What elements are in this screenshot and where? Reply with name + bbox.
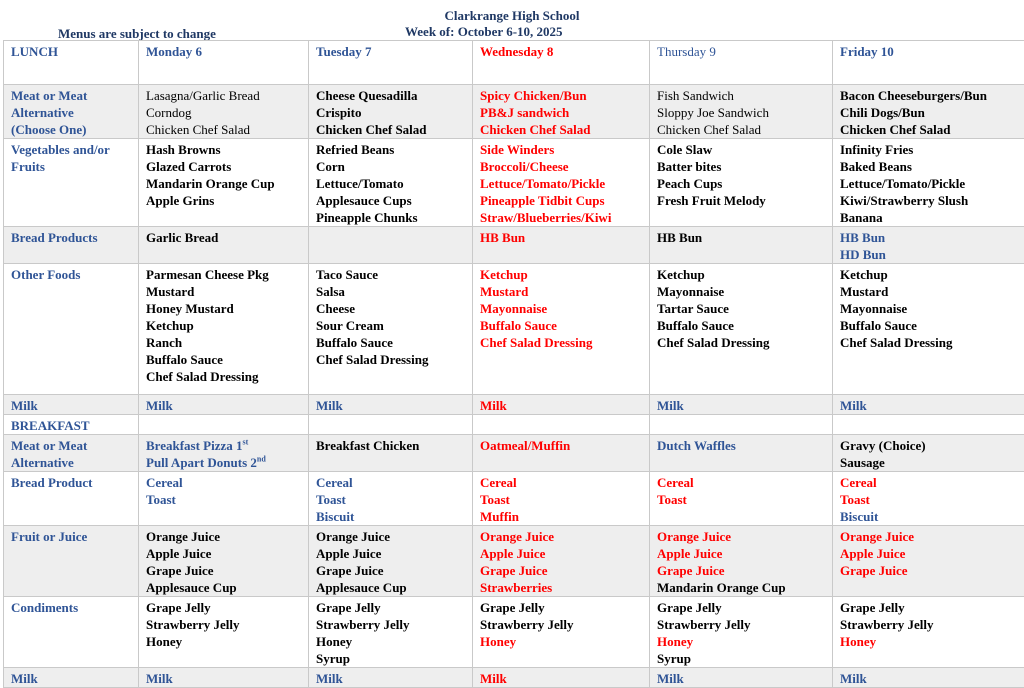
menu-line: Orange Juice bbox=[657, 528, 825, 545]
cell-mon: Milk bbox=[139, 395, 309, 415]
cell-thu bbox=[650, 139, 833, 227]
col-wednesday: Wednesday 8 bbox=[473, 41, 650, 85]
menu-line: Chicken Chef Salad bbox=[146, 121, 301, 138]
menu-line: Cheese Quesadilla bbox=[316, 87, 465, 104]
cell-mon bbox=[139, 227, 309, 264]
cell-wed bbox=[473, 526, 650, 597]
cell-fri: Milk bbox=[833, 395, 1024, 415]
menu-line: Peach Cups bbox=[657, 175, 825, 192]
cell-fri bbox=[833, 435, 1024, 472]
lunch-veg-row bbox=[4, 139, 1024, 227]
menu-line: Strawberry Jelly bbox=[480, 616, 642, 633]
menu-line: Apple Juice bbox=[316, 545, 465, 562]
cell-fri bbox=[833, 472, 1024, 526]
menu-line: Mayonnaise bbox=[657, 283, 825, 300]
menu-line: Apple Grins bbox=[146, 192, 301, 209]
menu-line: Refried Beans bbox=[316, 141, 465, 158]
menu-line: Pineapple Chunks bbox=[316, 209, 465, 226]
menu-line: Applesauce Cups bbox=[316, 192, 465, 209]
menu-line: Muffin bbox=[480, 508, 642, 525]
menu-line: Corn bbox=[316, 158, 465, 175]
menu-line: Alternative bbox=[11, 454, 131, 471]
menu-line: Chef Salad Dressing bbox=[480, 334, 642, 351]
menu-line: Buffalo Sauce bbox=[146, 351, 301, 368]
menu-line: Lasagna/Garlic Bread bbox=[146, 87, 301, 104]
cell-mon bbox=[139, 472, 309, 526]
col-friday: Friday 10 bbox=[833, 41, 1024, 85]
cell-mon bbox=[139, 435, 309, 472]
menu-line: Side Winders bbox=[480, 141, 642, 158]
menu-line: Toast bbox=[657, 491, 825, 508]
menu-line: Meat or Meat bbox=[11, 87, 131, 104]
menu-line: Pineapple Tidbit Cups bbox=[480, 192, 642, 209]
menu-line: Strawberry Jelly bbox=[146, 616, 301, 633]
menu-line: Oatmeal/Muffin bbox=[480, 437, 642, 454]
menu-line: Buffalo Sauce bbox=[316, 334, 465, 351]
menu-line: Ketchup bbox=[480, 266, 642, 283]
menu-line: Cereal bbox=[316, 474, 465, 491]
cell-wed bbox=[473, 227, 650, 264]
menu-line: Tartar Sauce bbox=[657, 300, 825, 317]
breakfast-header-row bbox=[4, 415, 1024, 435]
menu-line: Chef Salad Dressing bbox=[316, 351, 465, 368]
menu-line: Mustard bbox=[480, 283, 642, 300]
menu-line: Ketchup bbox=[840, 266, 1017, 283]
cell-fri bbox=[833, 227, 1024, 264]
cell-fri bbox=[833, 526, 1024, 597]
menu-line: Chicken Chef Salad bbox=[480, 121, 642, 138]
menu-line: Orange Juice bbox=[316, 528, 465, 545]
cell-thu bbox=[650, 85, 833, 139]
menu-line: Apple Juice bbox=[840, 545, 1017, 562]
menu-line: HB Bun bbox=[657, 229, 825, 246]
cell-tue bbox=[309, 435, 473, 472]
menu-line: Grape Jelly bbox=[657, 599, 825, 616]
cell-thu bbox=[650, 264, 833, 395]
cell-fri bbox=[833, 597, 1024, 668]
menu-line: Taco Sauce bbox=[316, 266, 465, 283]
menu-line: Apple Juice bbox=[480, 545, 642, 562]
row-label bbox=[4, 85, 139, 139]
menu-line: Honey bbox=[316, 633, 465, 650]
cell-thu: Milk bbox=[650, 395, 833, 415]
lunch-bread-row bbox=[4, 227, 1024, 264]
menu-line: Orange Juice bbox=[840, 528, 1017, 545]
cell-thu bbox=[650, 472, 833, 526]
menu-line: Grape Jelly bbox=[316, 599, 465, 616]
menu-line: Dutch Waffles bbox=[657, 437, 825, 454]
cell-wed bbox=[473, 435, 650, 472]
cell-tue bbox=[309, 264, 473, 395]
menu-line: Corndog bbox=[146, 104, 301, 121]
menu-line: Honey bbox=[480, 633, 642, 650]
menu-line: Toast bbox=[316, 491, 465, 508]
menu-line: Sausage bbox=[840, 454, 1017, 471]
menu-table bbox=[3, 40, 1024, 688]
menu-line: Mayonnaise bbox=[480, 300, 642, 317]
cell-mon bbox=[139, 415, 309, 435]
cell-tue bbox=[309, 597, 473, 668]
menu-line: Buffalo Sauce bbox=[840, 317, 1017, 334]
breakfast-milk-row bbox=[4, 668, 1024, 688]
menu-line: Cheese bbox=[316, 300, 465, 317]
menu-line: Chicken Chef Salad bbox=[840, 121, 1017, 138]
row-label: Condiments bbox=[4, 597, 139, 668]
menu-line: Honey Mustard bbox=[146, 300, 301, 317]
cell-mon bbox=[139, 139, 309, 227]
menu-line: Salsa bbox=[316, 283, 465, 300]
menu-line: Spicy Chicken/Bun bbox=[480, 87, 642, 104]
cell-wed: Milk bbox=[473, 395, 650, 415]
menu-line: Lettuce/Tomato/Pickle bbox=[480, 175, 642, 192]
menu-line: Breakfast Pizza 1st bbox=[146, 437, 301, 454]
cell-fri bbox=[833, 264, 1024, 395]
col-thursday: Thursday 9 bbox=[650, 41, 833, 85]
menu-line: Batter bites bbox=[657, 158, 825, 175]
menu-line: Orange Juice bbox=[146, 528, 301, 545]
menu-line: Applesauce Cup bbox=[316, 579, 465, 596]
menu-line: Toast bbox=[146, 491, 301, 508]
menu-line: Chicken Chef Salad bbox=[316, 121, 465, 138]
menu-line: Pull Apart Donuts 2nd bbox=[146, 454, 301, 471]
cell-fri: Milk bbox=[833, 668, 1024, 688]
cell-fri bbox=[833, 415, 1024, 435]
menu-line: Buffalo Sauce bbox=[480, 317, 642, 334]
cell-thu bbox=[650, 435, 833, 472]
breakfast-meat-row bbox=[4, 435, 1024, 472]
menu-line: Kiwi/Strawberry Slush bbox=[840, 192, 1017, 209]
row-label: Fruit or Juice bbox=[4, 526, 139, 597]
menu-line: Cereal bbox=[480, 474, 642, 491]
menu-line: Ketchup bbox=[657, 266, 825, 283]
menu-line: Applesauce Cup bbox=[146, 579, 301, 596]
breakfast-heading: BREAKFAST bbox=[4, 415, 139, 435]
menu-line: PB&J sandwich bbox=[480, 104, 642, 121]
row-label: Other Foods bbox=[4, 264, 139, 395]
row-label: Milk bbox=[4, 668, 139, 688]
cell-thu bbox=[650, 227, 833, 264]
cell-wed bbox=[473, 139, 650, 227]
menu-line: Grape Juice bbox=[146, 562, 301, 579]
menu-line: Toast bbox=[840, 491, 1017, 508]
menu-line: Grape Jelly bbox=[146, 599, 301, 616]
menu-line: Fresh Fruit Melody bbox=[657, 192, 825, 209]
menu-line: Meat or Meat bbox=[11, 437, 131, 454]
menu-line: Ketchup bbox=[146, 317, 301, 334]
cell-tue bbox=[309, 472, 473, 526]
menu-line: Vegetables and/or bbox=[11, 141, 131, 158]
row-label bbox=[4, 139, 139, 227]
row-label bbox=[4, 435, 139, 472]
menu-line: Mandarin Orange Cup bbox=[146, 175, 301, 192]
cell-wed bbox=[473, 415, 650, 435]
menu-line: Honey bbox=[657, 633, 825, 650]
menu-line: Strawberry Jelly bbox=[657, 616, 825, 633]
cell-tue bbox=[309, 139, 473, 227]
cell-tue bbox=[309, 526, 473, 597]
school-name: Clarkrange High School bbox=[0, 8, 1024, 23]
breakfast-bread-row bbox=[4, 472, 1024, 526]
menu-line: HD Bun bbox=[840, 246, 1017, 263]
row-label: Milk bbox=[4, 395, 139, 415]
row-label: Bread Product bbox=[4, 472, 139, 526]
menu-line: Banana bbox=[840, 209, 1017, 226]
cell-thu bbox=[650, 526, 833, 597]
menu-line: Honey bbox=[840, 633, 1017, 650]
menu-line: Grape Juice bbox=[316, 562, 465, 579]
cell-mon bbox=[139, 85, 309, 139]
lunch-heading: LUNCH bbox=[4, 41, 139, 85]
breakfast-fruit-row bbox=[4, 526, 1024, 597]
menu-line: HB Bun bbox=[840, 229, 1017, 246]
menu-line: Syrup bbox=[657, 650, 825, 667]
menu-line: Cereal bbox=[146, 474, 301, 491]
col-monday: Monday 6 bbox=[139, 41, 309, 85]
menu-line: Biscuit bbox=[840, 508, 1017, 525]
menu-line: Cole Slaw bbox=[657, 141, 825, 158]
menu-line: Grape Jelly bbox=[840, 599, 1017, 616]
cell-thu bbox=[650, 415, 833, 435]
menu-line: Strawberry Jelly bbox=[316, 616, 465, 633]
lunch-other-row bbox=[4, 264, 1024, 395]
menu-line: Chef Salad Dressing bbox=[840, 334, 1017, 351]
cell-tue: Milk bbox=[309, 668, 473, 688]
menu-line: Garlic Bread bbox=[146, 229, 301, 246]
row-label: Bread Products bbox=[4, 227, 139, 264]
menu-line: Grape Juice bbox=[480, 562, 642, 579]
cell-tue bbox=[309, 85, 473, 139]
menu-line: Baked Beans bbox=[840, 158, 1017, 175]
breakfast-condiments-row bbox=[4, 597, 1024, 668]
header-row bbox=[4, 41, 1024, 85]
menu-line: Sour Cream bbox=[316, 317, 465, 334]
menu-line: Apple Juice bbox=[657, 545, 825, 562]
menu-line: Broccoli/Cheese bbox=[480, 158, 642, 175]
menu-line: Cereal bbox=[840, 474, 1017, 491]
menu-line: Orange Juice bbox=[480, 528, 642, 545]
lunch-milk-row bbox=[4, 395, 1024, 415]
menu-line: Chili Dogs/Bun bbox=[840, 104, 1017, 121]
cell-fri bbox=[833, 85, 1024, 139]
cell-mon bbox=[139, 264, 309, 395]
cell-wed bbox=[473, 264, 650, 395]
menu-line: Grape Jelly bbox=[480, 599, 642, 616]
cell-mon bbox=[139, 597, 309, 668]
menu-line: Mustard bbox=[840, 283, 1017, 300]
menu-line: Mustard bbox=[146, 283, 301, 300]
menu-line: Apple Juice bbox=[146, 545, 301, 562]
menu-line: Strawberries bbox=[480, 579, 642, 596]
menu-line: HB Bun bbox=[480, 229, 642, 246]
cell-wed bbox=[473, 472, 650, 526]
cell-mon: Milk bbox=[139, 668, 309, 688]
menu-line: Grape Juice bbox=[657, 562, 825, 579]
menu-line: Fruits bbox=[11, 158, 131, 175]
menu-line: Grape Juice bbox=[840, 562, 1017, 579]
menu-line: Lettuce/Tomato bbox=[316, 175, 465, 192]
menu-line: Ranch bbox=[146, 334, 301, 351]
lunch-meat-row bbox=[4, 85, 1024, 139]
cell-fri bbox=[833, 139, 1024, 227]
cell-wed: Milk bbox=[473, 668, 650, 688]
menu-line: Infinity Fries bbox=[840, 141, 1017, 158]
menu-line: Breakfast Chicken bbox=[316, 437, 465, 454]
menu-line: Chef Salad Dressing bbox=[657, 334, 825, 351]
menu-line: Syrup bbox=[316, 650, 465, 667]
week-label: Week of: October 6-10, 2025 bbox=[405, 24, 563, 39]
menu-line: Toast bbox=[480, 491, 642, 508]
cell-tue bbox=[309, 227, 473, 264]
menu-line: Straw/Blueberries/Kiwi bbox=[480, 209, 642, 226]
menu-line: Crispito bbox=[316, 104, 465, 121]
cell-thu bbox=[650, 597, 833, 668]
cell-wed bbox=[473, 597, 650, 668]
cell-thu: Milk bbox=[650, 668, 833, 688]
menu-line: Alternative bbox=[11, 104, 131, 121]
menu-line: Sloppy Joe Sandwich bbox=[657, 104, 825, 121]
cell-tue: Milk bbox=[309, 395, 473, 415]
menu-line: Mandarin Orange Cup bbox=[657, 579, 825, 596]
cell-tue bbox=[309, 415, 473, 435]
menu-line: Buffalo Sauce bbox=[657, 317, 825, 334]
menu-line: Parmesan Cheese Pkg bbox=[146, 266, 301, 283]
menu-line: Chicken Chef Salad bbox=[657, 121, 825, 138]
menu-line: Mayonnaise bbox=[840, 300, 1017, 317]
menu-line: Strawberry Jelly bbox=[840, 616, 1017, 633]
menu-line: Cereal bbox=[657, 474, 825, 491]
menu-line: Lettuce/Tomato/Pickle bbox=[840, 175, 1017, 192]
cell-wed bbox=[473, 85, 650, 139]
menu-line: Hash Browns bbox=[146, 141, 301, 158]
menu-note: Menus are subject to change bbox=[58, 26, 216, 41]
menu-line: Honey bbox=[146, 633, 301, 650]
menu-line: Glazed Carrots bbox=[146, 158, 301, 175]
menu-line: Bacon Cheeseburgers/Bun bbox=[840, 87, 1017, 104]
col-tuesday: Tuesday 7 bbox=[309, 41, 473, 85]
menu-line: Fish Sandwich bbox=[657, 87, 825, 104]
cell-mon bbox=[139, 526, 309, 597]
menu-line: Chef Salad Dressing bbox=[146, 368, 301, 385]
menu-line: Gravy (Choice) bbox=[840, 437, 1017, 454]
menu-line: Biscuit bbox=[316, 508, 465, 525]
menu-line: (Choose One) bbox=[11, 121, 131, 138]
